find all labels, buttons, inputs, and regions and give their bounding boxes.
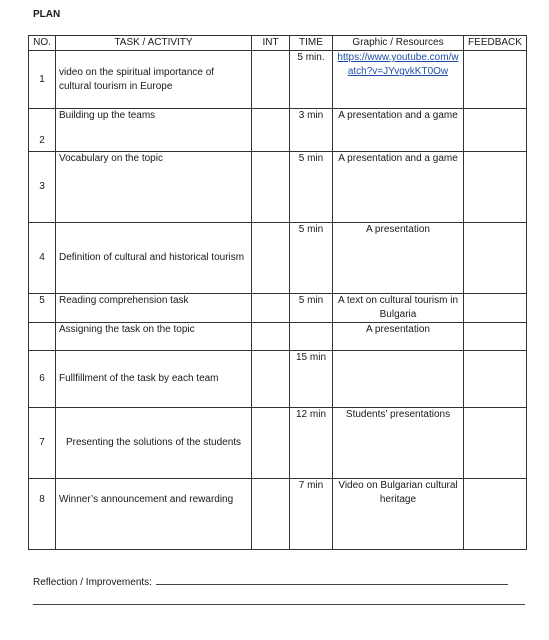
feedback-cell (464, 479, 527, 550)
feedback-cell (464, 294, 527, 323)
int-cell (252, 152, 290, 223)
time-cell: 7 min (290, 479, 333, 550)
table-row (29, 152, 527, 223)
row-number: 3 (29, 152, 56, 223)
plan-title: PLAN (33, 9, 61, 20)
header-no: NO. (29, 36, 56, 51)
header-int: INT (252, 36, 290, 51)
table-row (29, 223, 527, 294)
time-cell: 5 min (290, 152, 333, 223)
table-row (29, 479, 527, 550)
int-cell (252, 51, 290, 109)
int-cell (252, 351, 290, 408)
time-cell: 15 min (290, 351, 333, 408)
youtube-link[interactable]: https://www.youtube.com/watch?v=JYvgvkKT0Ow (337, 52, 459, 77)
reflection-field (33, 574, 508, 588)
reflection-line-2 (33, 604, 525, 605)
task-cell: Fullfillment of the task by each team (56, 351, 252, 408)
time-cell: 5 min (290, 223, 333, 294)
table-row (29, 351, 527, 408)
table-row (29, 51, 527, 109)
task-cell: Presenting the solutions of the students (56, 408, 252, 479)
task-cell: Assigning the task on the topic (56, 323, 252, 351)
header-resources: Graphic / Resources (333, 36, 464, 51)
task-cell: video on the spiritual importance of cultural tourism in Europe (56, 51, 252, 109)
resource-cell (333, 51, 464, 109)
time-cell: 12 min (290, 408, 333, 479)
table-row (29, 323, 527, 351)
task-cell: Definition of cultural and historical tourism (56, 223, 252, 294)
row-number: 4 (29, 223, 56, 294)
int-cell (252, 294, 290, 323)
time-cell (290, 323, 333, 351)
time-cell: 3 min (290, 109, 333, 152)
feedback-cell (464, 351, 527, 408)
resource-cell: A presentation and a game (333, 109, 464, 152)
int-cell (252, 479, 290, 550)
feedback-cell (464, 51, 527, 109)
reflection-line (156, 574, 508, 585)
feedback-cell (464, 223, 527, 294)
reflection-label: Reflection / Improvements: (33, 577, 152, 588)
resource-cell: Students’ presentations (333, 408, 464, 479)
row-number: 6 (29, 351, 56, 408)
task-cell: Vocabulary on the topic (56, 152, 252, 223)
feedback-cell (464, 408, 527, 479)
feedback-cell (464, 323, 527, 351)
table-row (29, 109, 527, 152)
resource-cell: A presentation and a game (333, 152, 464, 223)
plan-table (28, 35, 527, 550)
time-cell: 5 min (290, 294, 333, 323)
row-number: 7 (29, 408, 56, 479)
resource-cell: Video on Bulgarian cultural heritage (333, 479, 464, 550)
row-number: 8 (29, 479, 56, 550)
row-number: 2 (29, 109, 56, 152)
task-cell: Winner’s announcement and rewarding (56, 479, 252, 550)
resource-cell: A text on cultural tourism in Bulgaria (333, 294, 464, 323)
int-cell (252, 109, 290, 152)
header-row (29, 36, 527, 51)
int-cell (252, 223, 290, 294)
header-time: TIME (290, 36, 333, 51)
resource-cell (333, 351, 464, 408)
feedback-cell (464, 152, 527, 223)
task-cell: Building up the teams (56, 109, 252, 152)
row-number (29, 323, 56, 351)
int-cell (252, 323, 290, 351)
table-row (29, 294, 527, 323)
header-task: TASK / ACTIVITY (56, 36, 252, 51)
header-feedback: FEEDBACK (464, 36, 527, 51)
row-number: 5 (29, 294, 56, 323)
feedback-cell (464, 109, 527, 152)
int-cell (252, 408, 290, 479)
task-cell: Reading comprehension task (56, 294, 252, 323)
table-row (29, 408, 527, 479)
resource-cell: A presentation (333, 323, 464, 351)
resource-cell: A presentation (333, 223, 464, 294)
time-cell: 5 min. (290, 51, 333, 109)
row-number: 1 (29, 51, 56, 109)
